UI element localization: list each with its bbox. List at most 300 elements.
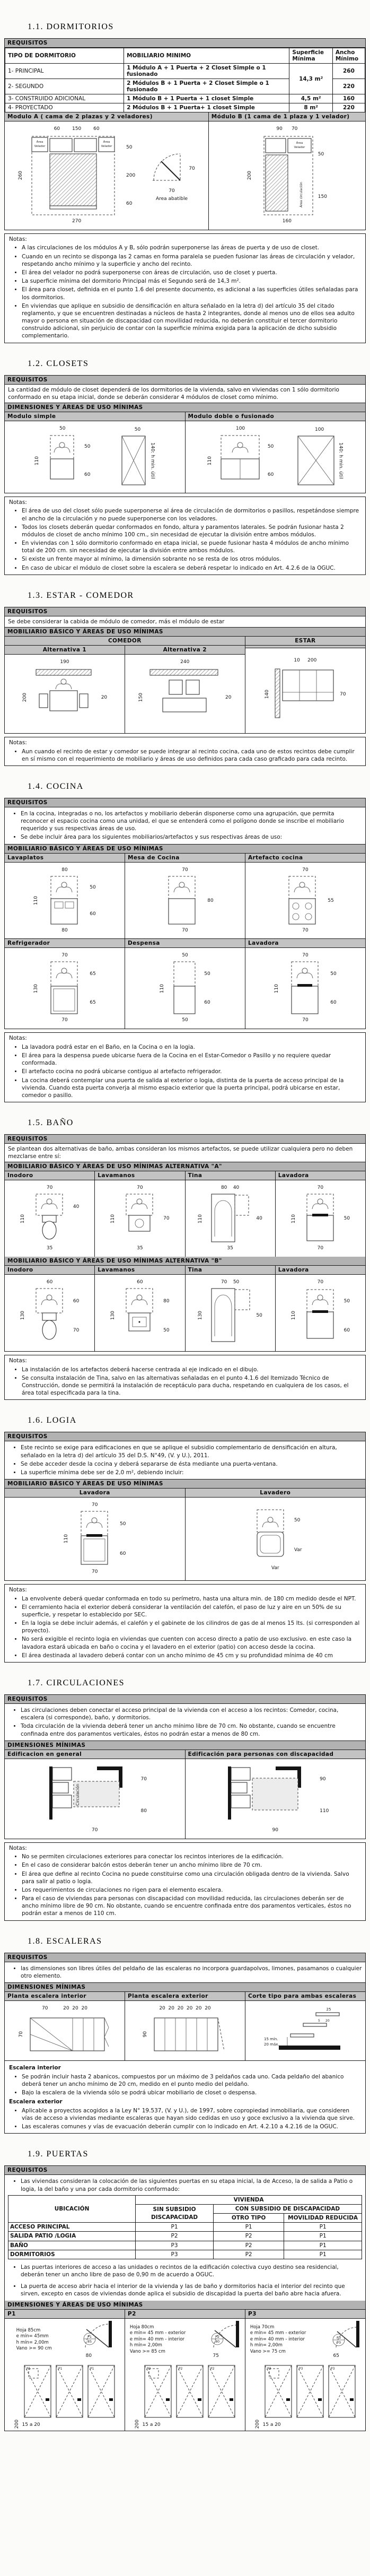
- requisitos-bar: REQUISITOS: [5, 2166, 365, 2175]
- door-type-caption: P1: [5, 2310, 125, 2319]
- requisito-item: • La superficie mínima debe ser de 2,0 m², debiendo incluir:: [21, 1469, 362, 1476]
- closet-doble-caption: Modulo doble o fusionado: [186, 412, 366, 421]
- requisitos-bar: REQUISITOS: [5, 798, 365, 807]
- logia-box: [4, 1432, 366, 1580]
- dim-label: 110: [274, 984, 280, 993]
- dining-table-diagram: [29, 666, 100, 729]
- puerta-p3-cell: [245, 2310, 365, 2431]
- cell-ancho: 260: [332, 64, 365, 79]
- notes-title: Notas:: [9, 236, 27, 242]
- dim-label: 50: [84, 444, 91, 450]
- requisitos-bar: REQUISITOS: [5, 376, 365, 385]
- dim-label: 80: [85, 2353, 92, 2359]
- cell-tipo: 4- PROYECTADO: [5, 103, 124, 112]
- dim-label: 70: [92, 1827, 98, 1833]
- dim-label: Var: [271, 1565, 279, 1571]
- dim-label: 50: [318, 151, 324, 157]
- dim-label: 70: [317, 1185, 324, 1191]
- dormitorios-modules: [5, 112, 365, 230]
- puerta-p1-cell: [5, 2310, 125, 2431]
- bathtub-diagram: [204, 1192, 255, 1245]
- cell-ubicacion: BAÑO: [8, 2241, 136, 2250]
- corridor-plan-diagram: [221, 1763, 319, 1827]
- lavadora-a-cell: [275, 1171, 365, 1257]
- dim-label: 200: [126, 172, 136, 178]
- table-row: [5, 64, 365, 79]
- escaleras-box: [4, 1953, 366, 2134]
- modulo-b-cell: [208, 112, 365, 230]
- table-row: [8, 2232, 362, 2241]
- notes-title: Notas:: [9, 1035, 27, 1042]
- svg-text:80: 80: [215, 2339, 220, 2344]
- cell-ubicacion: DORMITORIOS: [8, 2250, 136, 2259]
- dim-label: 110: [198, 1214, 204, 1223]
- dim-label: 90 70: [276, 126, 298, 132]
- notes-title: Notas:: [9, 499, 27, 506]
- cocina-notes: [4, 1032, 366, 1102]
- spec-line: e mín= 45 mm - exterior: [129, 2330, 186, 2336]
- dim-label: 60: [84, 472, 91, 477]
- col-header-ancho: Ancho Mínimo: [332, 48, 365, 64]
- dim-label: 130: [33, 984, 39, 993]
- section-title-estar: 1.3. ESTAR - COMEDOR: [28, 590, 134, 600]
- dim-label: 70: [137, 1185, 143, 1191]
- section-title-logia: 1.6. LOGIA: [28, 1416, 77, 1425]
- figure-logia-lavadero: [248, 1505, 303, 1572]
- fixture-caption: Lavamanos: [95, 1171, 184, 1180]
- requisitos-text: La cantidad de módulo de closet dependerá de los dormitorios de la vivienda, salvo en viviendas con 1 sólo dormitorio conformado en su etapa inicial, donde se deberán considerar 4 módulos de closet como mínimo.: [5, 385, 365, 403]
- logia-lavadero-cell: [185, 1489, 366, 1580]
- figure-refrigerador: [32, 952, 96, 1024]
- dim-label: 70 50: [221, 1280, 240, 1285]
- figure-logia-lavadora: [63, 1502, 127, 1576]
- svg-text:P3: P3: [330, 2366, 334, 2371]
- fixture-person-diagram: [157, 874, 206, 927]
- requisito-item: • La puerta de acceso abrir hacia el interior de la vivienda y las de baño y dormitorios hacia el interior del recinto que sirven, excepto en casos de viviendas donde aplica el subsidio de discapidad la puerta del baño abre hacia afuera.: [21, 2283, 362, 2297]
- dim-label: 50: [267, 444, 274, 450]
- dim-label: 130: [198, 1311, 204, 1320]
- cell-ancho: 220: [332, 79, 365, 94]
- washer-diagram: [70, 1509, 119, 1569]
- spec-line: h mín= 2,00m: [129, 2343, 162, 2348]
- stair-section-diagram: [263, 2005, 348, 2056]
- dim-label: 240: [180, 659, 190, 665]
- section-closets: [4, 359, 366, 575]
- dim-label: 50: [182, 953, 188, 959]
- col-header-otro-tipo: OTRO TIPO: [213, 2214, 284, 2223]
- section-cocina: [4, 782, 366, 1102]
- door-plan-diagram: [310, 2320, 363, 2353]
- dim-label: 110: [110, 1214, 116, 1223]
- dim-label: 60: [90, 911, 96, 917]
- dim-label: 50: [204, 971, 210, 977]
- dim-label: 110: [64, 1534, 69, 1544]
- dim-label: 70: [182, 867, 188, 873]
- figure-inodoro-a: [19, 1185, 80, 1252]
- alt2-caption: Alternativa 2: [125, 646, 245, 655]
- svg-text:P1: P1: [58, 2366, 62, 2371]
- dim-label: 60: [137, 1280, 143, 1285]
- requisitos-text: [5, 1441, 365, 1480]
- dim-label: 70: [182, 927, 188, 933]
- svg-text:Área circulación: Área circulación: [299, 181, 303, 207]
- closet-plan-diagram: [214, 433, 267, 489]
- escaleras-notes: [5, 2060, 365, 2133]
- section-title-cocina: 1.4. COCINA: [28, 781, 84, 791]
- lavamanos-b-cell: [94, 1266, 184, 1351]
- dim-label: 200: [254, 2420, 260, 2429]
- washer-diagram: [297, 1192, 343, 1245]
- note-item: • El área para closet, definida en el punto 1.6 del presente documento, es adicional a las superficies útiles señaladas para los dormitorios.: [22, 286, 361, 301]
- dim-label: 70: [302, 1017, 309, 1023]
- dim-label: 270: [72, 218, 82, 224]
- dim-label: 70: [163, 1216, 170, 1222]
- note-item: • Si existe un frente mayor al mínimo, la dimensión sobrante no se resta de los otros módulos.: [22, 555, 361, 563]
- door-elevation-diagram: [263, 2363, 357, 2422]
- cell-ancho: 220: [332, 103, 365, 112]
- table-row: [8, 2250, 362, 2259]
- escalera-exterior-subtitle: Escalera exterior: [9, 2099, 63, 2105]
- note-item: • Se consulta instalación de Tina, salvo en las alternativas señaladas en el punto 4.1.6 del Itemizado Técnico de Construcción, donde se permitirá la instalación de receptáculo para ducha, respetando en cualquiera de los casos, el área total especificada para la tina.: [22, 1374, 361, 1397]
- figure-planta-interior: [17, 2005, 112, 2056]
- dimensiones-bar: DIMENSIONES Y ÁREAS DE USO MÍNIMAS: [5, 403, 365, 412]
- lavadora-cell: [245, 939, 365, 1029]
- mesa-caption: Mesa de Cocina: [125, 854, 245, 863]
- figure-closet-simple-elev: [119, 427, 156, 487]
- requisito-item: • las dimensiones son libres útiles del peldaño de las escaleras no incorpora guardapolvos, limones, pasamanos o cualquier otro elemento.: [21, 1965, 362, 1980]
- svg-text:85: 85: [87, 2339, 92, 2344]
- lavaplatos-cell: [5, 854, 125, 939]
- dim-label: 60: [126, 201, 133, 207]
- note-item: • Aun cuando el recinto de estar y comedor se puede integrar al recinto cocina, cada uno de estos recintos debe cumplir en sí mismo con el requerimiento de mobiliario y áreas de uso definidos para cada caso graficado para cada recinto.: [22, 748, 361, 763]
- svg-text:20: 20: [325, 2018, 330, 2023]
- dim-label: 35: [227, 1246, 233, 1251]
- artefacto-caption: Artefacto cocina: [245, 854, 365, 863]
- note-item: • El área destinada al lavadero deberá contar con un ancho mínimo de 45 cm y su profundidad mínima de 40 cm: [22, 1652, 361, 1659]
- requisitos-text: Se debe considerar la cabida de módulo de comedor, más el módulo de estar: [5, 616, 365, 628]
- note-item: • En viviendas con 1 sólo dormitorio conformado en etapa inicial, se puede fusionar hasta 4 módulos de ancho mínimo total de 200 cm. sin necesidad de ejecutar la división entre ambos módulos.: [22, 539, 361, 554]
- figure-lavamanos-a: [109, 1185, 170, 1252]
- figure-inodoro-b: [19, 1279, 80, 1347]
- pantry-diagram: [166, 960, 203, 1017]
- dim-label: 80: [163, 1298, 170, 1304]
- notes-title: Notas:: [9, 1586, 27, 1593]
- alternativa-b-bar: MOBILIARIO BÁSICO Y ÁREAS DE USO MÍNIMAS ALTERNATIVA "B": [5, 1257, 365, 1266]
- requisitos-bar: REQUISITOS: [5, 1953, 365, 1962]
- dim-label: 15 a 20: [22, 2422, 40, 2427]
- col-header-sin-subsidio: SIN SUBSIDIO DISCAPACIDAD: [136, 2204, 214, 2222]
- requisitos-text: [5, 807, 365, 845]
- bathtub-diagram: [204, 1286, 255, 1345]
- note-item: • Las escaleras comunes y vías de evacuación deberán cumplir con lo indicado en Art. 4.2.10 a 4.2.16 de la OGUC.: [22, 2123, 361, 2130]
- cell-ancho: 160: [332, 94, 365, 103]
- spec-line: e mín= 40 mm - interior: [250, 2336, 305, 2342]
- dim-label: 70: [61, 1017, 68, 1023]
- dim-label: 150: [318, 194, 327, 199]
- dim-label: 70: [302, 927, 309, 933]
- sink-diagram: [117, 1286, 162, 1345]
- dim-label: 190: [60, 659, 69, 665]
- door-specs: [14, 2326, 54, 2354]
- dim-label: 70: [169, 188, 175, 194]
- requisito-item: • Se debe acceder desde la cocina y deberá separarse de ésta mediante una puerta-ventana.: [21, 1460, 362, 1468]
- notes-title: Notas:: [9, 1844, 27, 1851]
- figure-door-elev-p1: [22, 2363, 117, 2429]
- cell-tipo: 2- SEGUNDO: [5, 79, 124, 94]
- dim-label: 15 a 20: [262, 2422, 281, 2427]
- fixture-caption: Inodoro: [5, 1171, 94, 1180]
- figure-lavadora: [273, 952, 337, 1024]
- svg-text:P2: P2: [178, 2366, 182, 2371]
- cell-puerta: P3: [136, 2250, 214, 2259]
- dim-label: 20 20 20 20 20 20: [159, 2006, 211, 2012]
- note-item: • La envolvente deberá quedar conformada en todo su perímetro, hasta una altura min. de 180 cm medido desde el NPT.: [22, 1595, 361, 1603]
- mesa-cocina-cell: [125, 854, 245, 939]
- figure-comedor-alt1: [21, 659, 108, 729]
- section-title-escaleras: 1.8. ESCALERAS: [28, 1936, 102, 1946]
- dim-label: 50: [163, 1327, 170, 1333]
- cell-puerta: P2: [213, 2250, 284, 2259]
- closet-simple-caption: Modulo simple: [5, 412, 185, 421]
- figure-corte-escalera: [263, 2005, 348, 2056]
- cell-caption: Edificación para personas con discapacidad: [186, 1750, 366, 1759]
- spec-line: h mín= 2,00m: [250, 2343, 283, 2348]
- cell-ubicacion: ACCESO PRINCIPAL: [8, 2223, 136, 2232]
- figure-planta-exterior: [142, 2005, 228, 2056]
- dim-label: 60: [46, 1280, 53, 1285]
- dim-label: 50: [59, 425, 66, 431]
- section-circulaciones: [4, 1678, 366, 1921]
- fixture-caption: Tina: [186, 1266, 275, 1275]
- requisito-item: • Se debe incluir área para los siguientes mobiliarios/artefactos y sus respectivas áreas de uso:: [21, 833, 362, 841]
- figure-tina-a: [197, 1185, 263, 1252]
- table-row: [5, 103, 365, 112]
- corridor-plan-diagram: [42, 1763, 140, 1827]
- note-item: • No será exigible el recinto logia en viviendas que cuenten con acceso directo a patio de uso exclusivo. en este caso la lavadora estará ubicada en baño o cocina y el lavadero en el exterior (patio) con acceso desde la cocina.: [22, 1635, 361, 1650]
- figure-door-elev-p2: [143, 2363, 237, 2429]
- cell-puerta: P1: [136, 2223, 214, 2232]
- col-header-tipo: TIPO DE DORMITORIO: [5, 48, 124, 64]
- dim-label: 200: [134, 2420, 140, 2429]
- section-estar-comedor: [4, 591, 366, 766]
- alternativa-a-bar: MOBILIARIO BÁSICO Y ÁREAS DE USO MÍNIMAS ALTERNATIVA "A": [5, 1162, 365, 1171]
- dim-label: 50: [126, 144, 133, 150]
- lavadora-caption: Lavadora: [245, 939, 365, 948]
- cell-caption: Planta escalera exterior: [125, 1992, 245, 2001]
- note-item: • En caso de ubicar el módulo de closet sobre la escalera se deberá respetar lo indicado en Art. 4.2.6 de la OGUC.: [22, 564, 361, 572]
- dim-label: 130: [20, 1311, 25, 1320]
- requisito-item: • Toda circulación de la vivienda deberá tener un ancho mínimo libre de 70 cm. No obstante, cuando se encuentre confinada entre dos paramentos verticales, éstos no podrán estar a menos de 80 cm.: [21, 1722, 362, 1737]
- note-item: • El área de uso del closet sólo puede superponerse al área de circulación de dormitorios o pasillos, respetándose siempre el ancho de la circulación y no puede superponerse con los veladores.: [22, 507, 361, 522]
- cell-tipo: 1- PRINCIPAL: [5, 64, 124, 79]
- dim-label: 70: [340, 691, 346, 697]
- dim-label: 65: [90, 1000, 96, 1006]
- cell-puerta: P1: [213, 2223, 284, 2232]
- fixture-caption: Lavamanos: [95, 1266, 184, 1275]
- cell-puerta: P2: [213, 2241, 284, 2250]
- dim-label: 110: [207, 456, 213, 465]
- dim-label: 200: [246, 171, 252, 180]
- section-title-closets: 1.2. CLOSETS: [28, 359, 89, 368]
- cell-puerta: P1: [284, 2223, 362, 2232]
- note-item: • La superficie mínima del dormitorio Principal más el Segundo será de 14,3 m².: [22, 277, 361, 285]
- note-item: • El área para la despensa puede ubicarse fuera de la Cocina en el Estar-Comedor o Pasillo y no requiere quedar conformada.: [22, 1052, 361, 1067]
- dim-label: 110: [20, 1214, 25, 1223]
- note-item: • Cuando en un recinto se disponga las 2 camas en forma paralela se pueden fusionar las áreas de circulación y velador, respetando ancho mínimo y la superficie y ancho del recinto.: [22, 253, 361, 268]
- spec-line: h mín= 2,00m: [16, 2339, 49, 2345]
- requisitos-text: [5, 1962, 365, 1983]
- col-header-vivienda: VIVIENDA: [136, 2195, 362, 2204]
- requisito-item: • Este recinto se exige para edificaciones en que se aplique el subsidio complementario de densificación en altura, señalado en la letra d) del artículo 35 del D.S. N°49, (V. y U.), 2011.: [21, 1444, 362, 1459]
- requisito-item: • Las puertas interiores de acceso a las unidades o recintos de la edificación colectiva cuyo destino sea residencial, deberán tener un ancho libre de paso de 0,90 m de acuerdo a OGUC.: [21, 2264, 362, 2278]
- table-row: [8, 2241, 362, 2250]
- cell-ubicacion: SALIDA PATIO /LOGIA: [8, 2232, 136, 2241]
- logia-lavadora-cell: [5, 1489, 185, 1580]
- circulacion-discapacidad-cell: [185, 1750, 366, 1839]
- dim-label: 50: [120, 1521, 126, 1527]
- svg-text:70: 70: [337, 2340, 341, 2345]
- dim-label: 50: [294, 1518, 301, 1524]
- fixture-caption: Lavadora: [276, 1266, 365, 1275]
- dim-label: 70: [302, 953, 309, 959]
- requisitos-text: Se plantean dos alternativas de baño, ambas consideran los mismos artefactos, se puede utilizar cualquiera pero no deben mezclarse entre sí:: [5, 1144, 365, 1162]
- dormitorios-table: [5, 48, 365, 112]
- estar-cell: [245, 637, 365, 733]
- svg-text:Velador: Velador: [294, 145, 305, 149]
- figure-lavadora-b: [290, 1279, 351, 1347]
- svg-text:25: 25: [326, 2007, 331, 2012]
- svg-text:5: 5: [318, 2018, 320, 2023]
- mobiliario-bar: MOBILIARIO BÁSICO Y ÁREAS DE USO MÍNIMAS: [5, 628, 365, 637]
- figure-door-plan-p1: [62, 2320, 115, 2360]
- cell-puerta: P3: [136, 2241, 214, 2250]
- despensa-caption: Despensa: [125, 939, 245, 948]
- dim-label: 140: [265, 690, 270, 699]
- figure-modulo-a: [17, 126, 136, 225]
- section-dormitorios: [4, 22, 366, 343]
- cell-caption: Corte tipo para ambas escaleras: [245, 1992, 365, 2001]
- note-item: • El cerramiento hacia el exterior deberá considerar la ventilación del calefón, el paso de luz y aire en un 50% de su superficie, y respetar lo establecido por SEC.: [22, 1604, 361, 1618]
- svg-text:Velador: Velador: [34, 144, 46, 148]
- cell-superficie: 4,5 m²: [289, 94, 332, 103]
- figure-closet-simple-plan: [33, 425, 91, 489]
- requisitos-text: [5, 2175, 365, 2300]
- section-title-bano: 1.5. BAÑO: [28, 1118, 74, 1128]
- section-escaleras: [4, 1937, 366, 2134]
- requisitos-bar: REQUISITOS: [5, 1432, 365, 1441]
- figure-tina-b: [197, 1279, 263, 1347]
- fixture-person-diagram: [40, 960, 89, 1017]
- dimensiones-bar: DIMENSIONES Y ÁREAS DE USO MÍNIMAS: [5, 2301, 365, 2310]
- fixture-caption: Lavadora: [276, 1171, 365, 1180]
- lavaplatos-caption: Lavaplatos: [5, 854, 125, 863]
- dining-table-diagram: [145, 666, 224, 729]
- spec-line: Vano >= 75 cm: [250, 2348, 286, 2354]
- artefacto-cocina-cell: [245, 854, 365, 939]
- svg-text:P1: P1: [87, 2334, 92, 2339]
- section-logia: [4, 1416, 366, 1663]
- dim-label: 50: [134, 427, 141, 433]
- note-item: • Bajo la escalera de la vivienda sólo se podrá ubicar mobiliario de closet o despensa.: [22, 2089, 361, 2096]
- dim-label: 80: [61, 927, 68, 933]
- escalera-interior-cell: [5, 1992, 125, 2060]
- dim-label: 90: [272, 1827, 278, 1833]
- col-header-superficie: Superficie Mínima: [289, 48, 332, 64]
- bed-single-diagram: [253, 133, 317, 218]
- door-elevation-diagram: [22, 2363, 117, 2422]
- dim-label: 70: [302, 867, 309, 873]
- svg-text:P2: P2: [215, 2334, 220, 2339]
- dim-label: 75: [213, 2353, 219, 2359]
- figure-despensa: [158, 952, 211, 1024]
- svg-text:Velador: Velador: [101, 144, 112, 148]
- closet-elevation-diagram: [295, 434, 337, 487]
- section-bano: [4, 1118, 366, 1400]
- svg-text:Área: Área: [36, 140, 43, 144]
- svg-text:20 máx.: 20 máx.: [264, 2042, 279, 2047]
- requisito-item: • En la cocina, integradas o no, los artefactos y mobiliario deberán disponerse como una agrupación, que permita reconocer el espacio cocina como una unidad, el que se entenderá como el polígono donde se inscribe el mobiliario requerido y sus respectivas áreas de uso.: [21, 810, 362, 833]
- stair-plan-diagram: [25, 2013, 112, 2056]
- dim-label: 35: [137, 1246, 143, 1251]
- cell-puerta: P1: [284, 2232, 362, 2241]
- col-header-con-subsidio: CON SUBSIDIO DE DISCAPACIDAD: [213, 2204, 362, 2213]
- dim-label: 110: [33, 895, 39, 906]
- dim-label: 100: [235, 425, 245, 431]
- dim-label: 60: [267, 472, 274, 477]
- dim-label: 50: [330, 971, 337, 977]
- fixture-caption: Tina: [186, 1171, 275, 1180]
- dim-label: 160: [282, 218, 292, 224]
- note-item: • Aplicable a proyectos acogidos a la Ley N° 19.537, (V. y U.), de 1997, sobre copropiedad inmobiliaria, que consideren vías de acceso a viviendas mediante escaleras que hayan sido cedidas en uso y goce exclusivo a la vivienda que sirve.: [22, 2107, 361, 2122]
- figure-door-plan-p2: [189, 2320, 242, 2360]
- figure-lavadora-a: [290, 1185, 351, 1252]
- figure-closet-doble-elev: [295, 427, 345, 487]
- toilet-diagram: [27, 1192, 72, 1245]
- cell-caption: Edificacion en general: [5, 1750, 185, 1759]
- estar-notes: [4, 737, 366, 766]
- dim-label: 110: [34, 456, 40, 465]
- refrigerador-caption: Refrigerador: [5, 939, 125, 948]
- cell-puerta: P2: [213, 2232, 284, 2241]
- dim-label: 20: [225, 694, 232, 700]
- lavadora-b-cell: [275, 1266, 365, 1351]
- spec-line: e mín= 45mm: [16, 2334, 49, 2339]
- tina-b-cell: [185, 1266, 275, 1351]
- dim-label: 130: [110, 1311, 116, 1320]
- note-item: • Para el caso de viviendas para personas con discapacidad con movilidad reducida, las circulaciones deberán ser de ancho mínimo libre de 90 cm. No obstante, cuando se encuentre confinada entre dos paramentos verticales, éstos no podrán estar a menos de 110 cm.: [22, 1895, 361, 1918]
- col-header-movilidad: MOVILIDAD REDUCIDA: [284, 2214, 362, 2223]
- closet-simple-cell: [5, 412, 185, 493]
- table-row: [8, 2223, 362, 2232]
- figure-lavaplatos: [32, 867, 96, 935]
- table-header-row: [5, 48, 365, 64]
- dim-label: 200: [22, 693, 28, 702]
- svg-text:Circulación: Circulación: [75, 1783, 80, 1806]
- figure-comedor-alt2: [137, 659, 232, 729]
- dormitorios-box: [4, 38, 366, 230]
- dim-label: 80: [207, 898, 214, 903]
- note-item: • En el caso de considerar balcón estos deberán tener un ancho mínimo libre de 70 cm.: [22, 1861, 361, 1869]
- logia-notes: [4, 1584, 366, 1663]
- note-item: • En viviendas que aplique en subsidio de densificación en altura señalado en la letra d) del artículo 35 del citado reglamento, y que se encuentren destinadas a núcleos de hasta 2 integrantes, donde al menos uno de ellos sea adulto mayor o persona en situación de discapacidad con movilidad reducida, no deberán constituir el tercer dormitorio construido adicional, sin perjuicio de contar con la superficie mínima exigida para la aplicación de dicho subsidio complementario.: [22, 302, 361, 340]
- modulo-a-caption: Modulo A ( cama de 2 plazas y 2 veladores): [5, 112, 208, 121]
- dim-label: 260: [18, 171, 24, 180]
- fixture-person-diagram: [280, 960, 329, 1017]
- dim-label: 110: [320, 1808, 329, 1814]
- mobiliario-bar: MOBILIARIO BÁSICO Y ÁREAS DE USO MÍNIMAS: [5, 1480, 365, 1489]
- comedor-alt2-cell: [125, 646, 245, 733]
- spec-line: Vano >= 90 cm: [16, 2346, 52, 2352]
